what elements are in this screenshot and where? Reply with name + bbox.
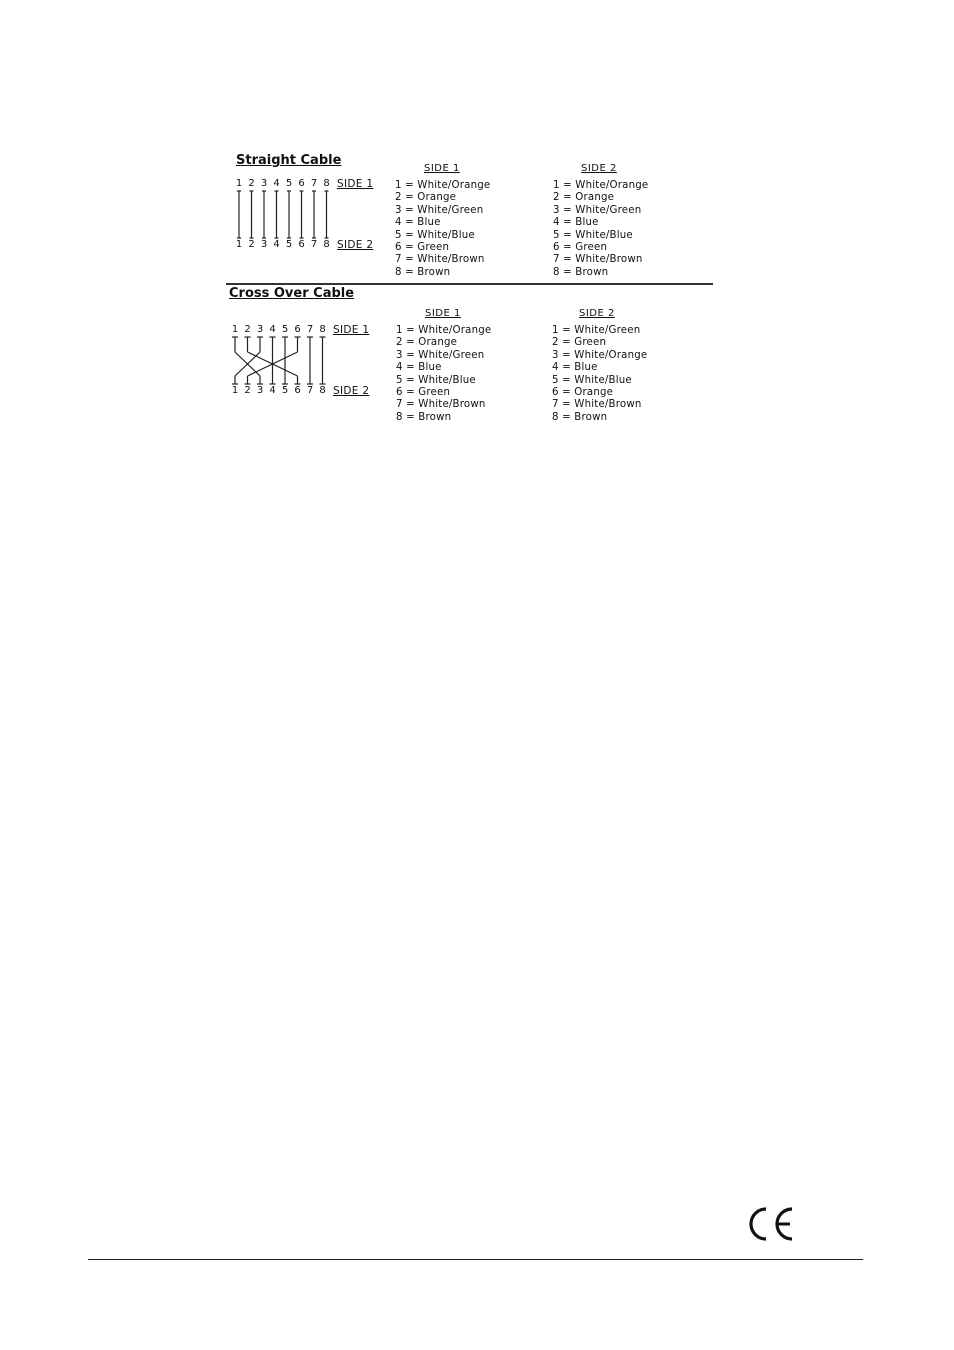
pin-number: 6 <box>298 239 305 250</box>
crossover-diagram-side1-label: SIDE 1 <box>333 324 370 336</box>
pin-number: 2 <box>244 324 251 335</box>
pin-number: 7 <box>306 324 314 335</box>
pin-number: 5 <box>281 324 289 335</box>
pin-number: 1 <box>231 324 239 335</box>
crossover-diagram-side2-label: SIDE 2 <box>333 385 370 397</box>
crossover-side1-list <box>396 325 491 424</box>
pin-number: 4 <box>269 385 276 396</box>
pin-number: 1 <box>231 385 239 396</box>
crossover-side1-item: 7 = White/Brown <box>396 399 486 411</box>
pin-number: 5 <box>281 385 289 396</box>
crossover-side1-item: 4 = Blue <box>396 362 442 374</box>
pin-number: 2 <box>244 385 251 396</box>
crossover-side2-header: SIDE 2 <box>579 308 615 319</box>
crossover-side2-item: 1 = White/Green <box>552 325 641 336</box>
ce-mark-icon <box>744 1206 796 1242</box>
straight-side1-item: 8 = Brown <box>395 266 451 278</box>
crossover-side2-item: 8 = Brown <box>552 411 608 423</box>
straight-side1-item: 3 = White/Green <box>395 204 484 216</box>
straight-side2-item: 3 = White/Green <box>553 204 642 216</box>
crossover-side1-item: 5 = White/Blue <box>396 374 476 386</box>
straight-side2-item: 2 = Orange <box>553 192 615 204</box>
pin-number: 5 <box>285 178 293 189</box>
straight-side2-item: 1 = White/Orange <box>553 180 649 191</box>
pin-number: 1 <box>235 239 243 250</box>
pin-number: 7 <box>310 239 318 250</box>
straight-side1-item: 1 = White/Orange <box>395 180 491 191</box>
crossover-side1-item: 2 = Orange <box>396 337 458 349</box>
straight-side2-item: 4 = Blue <box>553 217 599 229</box>
straight-side1-item: 4 = Blue <box>395 217 441 229</box>
straight-side1-item: 7 = White/Brown <box>395 254 485 266</box>
pin-number: 3 <box>256 385 264 396</box>
crossover-side2-list <box>552 325 647 424</box>
straight-diagram-side1-label: SIDE 1 <box>337 178 374 190</box>
crossover-side1-item: 3 = White/Green <box>396 349 485 361</box>
straight-diagram-side2-label: SIDE 2 <box>337 239 374 251</box>
straight-side2-item: 8 = Brown <box>553 266 609 278</box>
crossover-side2-item: 4 = Blue <box>552 362 598 374</box>
pin-number: 5 <box>285 239 293 250</box>
crossover-side2-item: 5 = White/Blue <box>552 374 632 386</box>
pin-number: 4 <box>273 239 280 250</box>
pin-number: 3 <box>256 324 264 335</box>
pin-number: 6 <box>294 324 301 335</box>
pin-number: 8 <box>319 324 326 335</box>
crossover-side2-item: 7 = White/Brown <box>552 399 642 411</box>
pin-number: 8 <box>323 178 330 189</box>
footer-rule <box>88 1259 863 1260</box>
crossover-bottom-pin-numbers <box>230 385 330 397</box>
pin-number: 6 <box>294 385 301 396</box>
pin-number: 7 <box>310 178 318 189</box>
pin-number: 8 <box>323 239 330 250</box>
straight-side2-item: 7 = White/Brown <box>553 254 643 266</box>
crossover-side1-item: 6 = Green <box>396 386 451 398</box>
straight-side1-item: 6 = Green <box>395 241 450 253</box>
pin-number: 4 <box>269 324 276 335</box>
straight-side2-item: 5 = White/Blue <box>553 229 633 241</box>
crossover-side2-item: 6 = Orange <box>552 386 614 398</box>
crossover-cable-title: Cross Over Cable <box>229 286 355 301</box>
straight-side2-item: 6 = Green <box>553 241 608 253</box>
pin-number: 1 <box>235 178 243 189</box>
crossover-side1-item: 8 = Brown <box>396 411 452 423</box>
pin-number: 6 <box>298 178 305 189</box>
straight-side1-item: 5 = White/Blue <box>395 229 475 241</box>
straight-cable-title: Straight Cable <box>236 153 342 168</box>
straight-side1-header: SIDE 1 <box>424 163 460 174</box>
pin-number: 3 <box>260 178 268 189</box>
crossover-side1-item: 1 = White/Orange <box>396 325 492 336</box>
pin-number: 7 <box>306 385 314 396</box>
straight-side2-header: SIDE 2 <box>581 163 617 174</box>
pin-number: 2 <box>248 239 255 250</box>
crossover-side2-item: 3 = White/Orange <box>552 349 648 361</box>
crossover-side2-item: 2 = Green <box>552 337 607 349</box>
pin-number: 4 <box>273 178 280 189</box>
pin-number: 8 <box>319 385 326 396</box>
crossover-side1-header: SIDE 1 <box>425 308 461 319</box>
pin-number: 3 <box>260 239 268 250</box>
straight-side1-item: 2 = Orange <box>395 192 457 204</box>
pin-number: 2 <box>248 178 255 189</box>
